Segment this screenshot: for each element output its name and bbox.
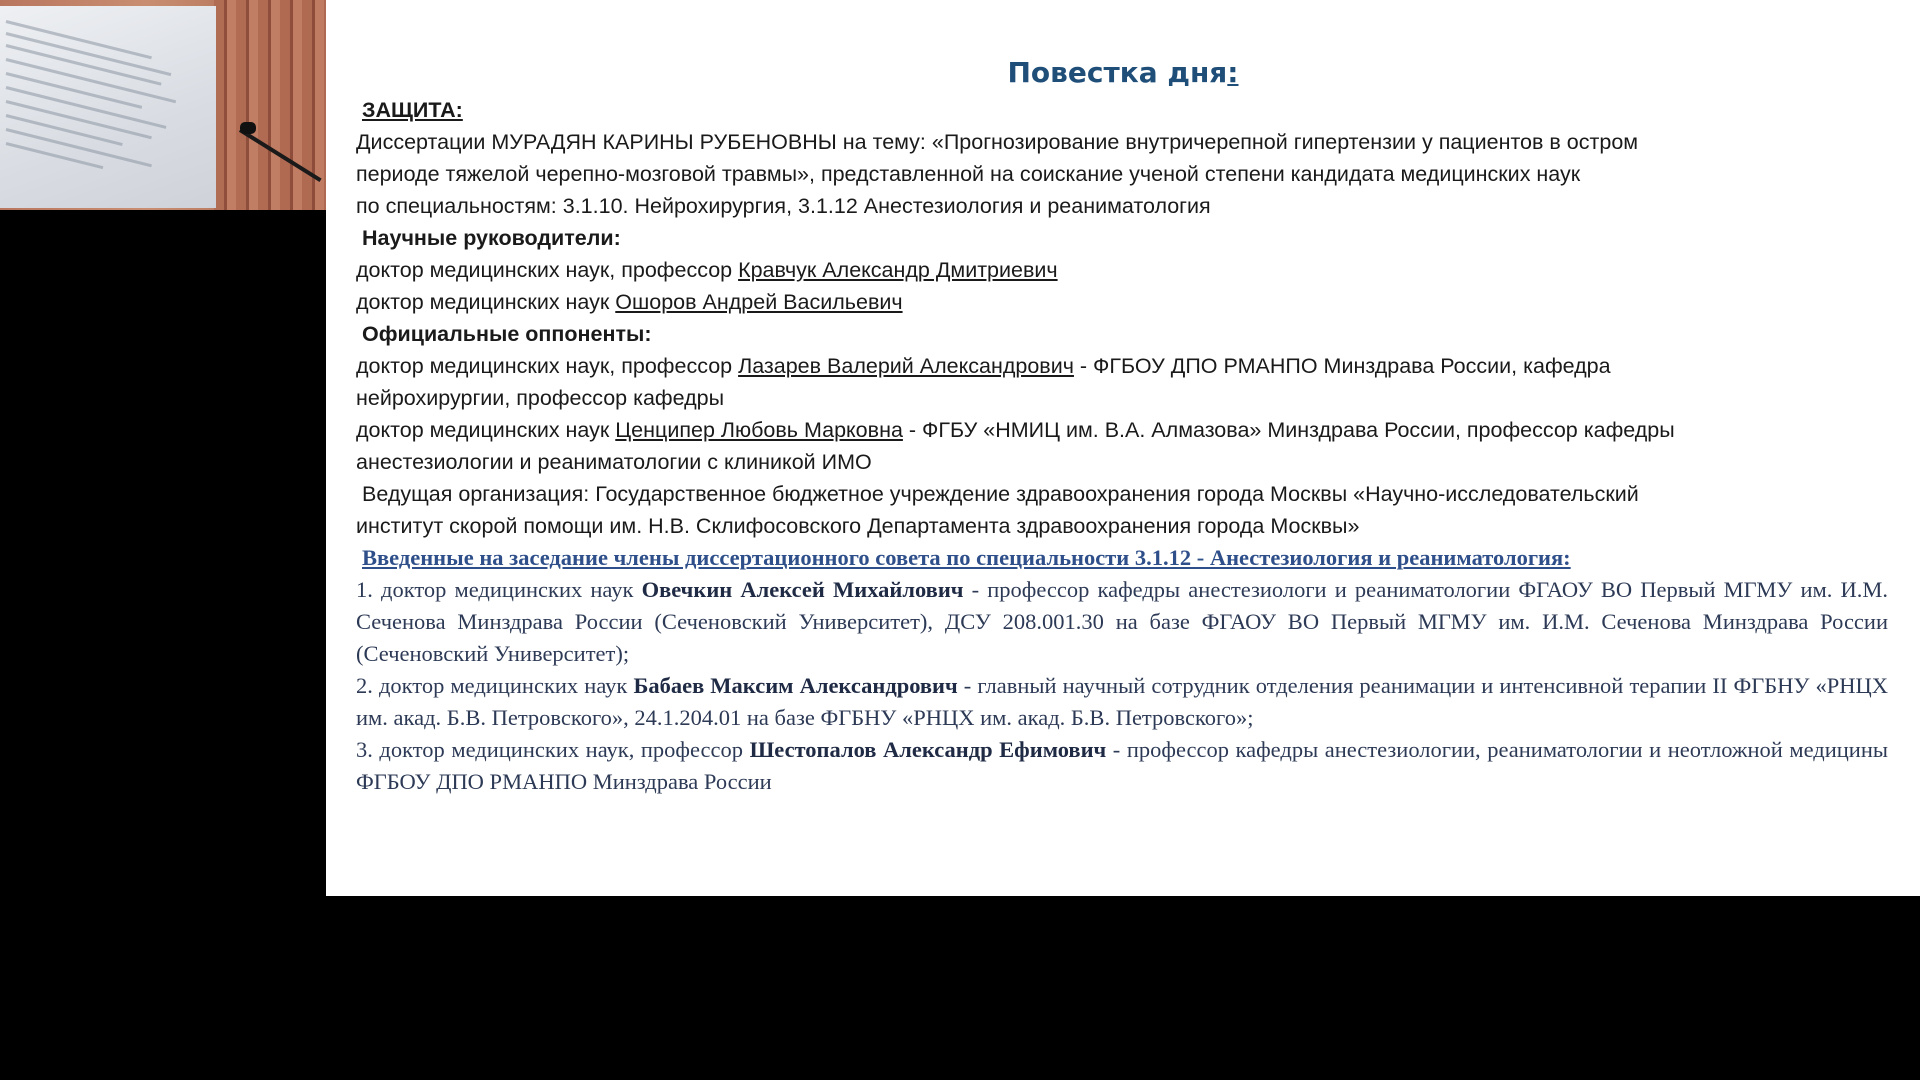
presentation-slide [326, 0, 1920, 896]
opponent-1: доктор медицинских наук, профессор Лазарев Валерий Александрович - ФГБОУ ДПО РМАНПО Минздрава России, кафедра [356, 354, 1611, 378]
opponent-2-line-2: анестезиологии и реаниматологии с клиникой ИМО [356, 450, 872, 474]
opponent-name: Лазарев Валерий Александрович [738, 354, 1074, 378]
defense-heading: ЗАЩИТА: [362, 98, 463, 122]
member-name: Овечкин Алексей Михайлович [641, 577, 964, 602]
microphone-icon [240, 122, 256, 134]
council-member-1: 1. доктор медицинских наук Овечкин Алексей Михайлович - профессор кафедры анестезиологи и реаниматологии ФГАОУ ВО Первый МГМУ им. И.М. Сеченова Минздрава России (Сеченовский Университет), ДСУ 208.001.30 на базе ФГАОУ ВО Первый МГМУ им. И.М. Сеченова Минздрава России (Сеченовский Университет); [356, 577, 1888, 666]
camera-inset [0, 0, 326, 210]
supervisor-name: Ошоров Андрей Васильевич [615, 290, 903, 314]
lead-organization-line-1: Ведущая организация: Государственное бюджетное учреждение здравоохранения города Москвы «Научно-исследовательский [362, 482, 1639, 506]
council-member-2: 2. доктор медицинских наук Бабаев Максим Александрович - главный научный сотрудник отделения реанимации и интенсивной терапии II ФГБНУ «РНЦХ им. акад. Б.В. Петровского», 24.1.204.01 на базе ФГБНУ «РНЦХ им. акад. Б.В. Петровского»; [356, 673, 1888, 730]
projection-screen [0, 6, 216, 208]
supervisor-name: Кравчук Александр Дмитриевич [738, 258, 1058, 282]
supervisor-2: доктор медицинских наук Ошоров Андрей Васильевич [356, 290, 903, 314]
wall-panel [214, 0, 326, 210]
dissertation-line-1: Диссертации МУРАДЯН КАРИНЫ РУБЕНОВНЫ на тему: «Прогнозирование внутричерепной гипертензии у пациентов в остром [356, 130, 1639, 154]
slide-content [356, 94, 1888, 798]
opponents-heading: Официальные оппоненты: [362, 322, 652, 346]
opponent-2: доктор медицинских наук Ценципер Любовь Марковна - ФГБУ «НМИЦ им. В.А. Алмазова» Минздрава России, профессор кафедры [356, 418, 1675, 442]
dissertation-line-3: по специальностям: 3.1.10. Нейрохирургия, 3.1.12 Анестезиология и реаниматология [356, 194, 1211, 218]
opponent-name: Ценципер Любовь Марковна [615, 418, 903, 442]
opponent-1-line-2: нейрохирургии, профессор кафедры [356, 386, 725, 410]
lead-organization-line-2: институт скорой помощи им. Н.В. Склифосовского Департамента здравоохранения города Москвы» [356, 514, 1360, 538]
member-name: Шестопалов Александр Ефимович [749, 737, 1107, 762]
member-name: Бабаев Максим Александрович [633, 673, 958, 698]
supervisor-1: доктор медицинских наук, профессор Кравчук Александр Дмитриевич [356, 258, 1058, 282]
council-member-3: 3. доктор медицинских наук, профессор Шестопалов Александр Ефимович - профессор кафедры анестезиологии, реаниматологии и неотложной медицины ФГБОУ ДПО РМАНПО Минздрава России [356, 737, 1888, 794]
introduced-members-heading: Введенные на заседание члены диссертационного совета по специальности 3.1.12 - Анестезиология и реаниматология: [362, 545, 1571, 570]
slide-title: Повестка дня: [1007, 56, 1239, 89]
dissertation-line-2: периоде тяжелой черепно-мозговой травмы», представленной на соискание ученой степени кандидата медицинских наук [356, 162, 1581, 186]
supervisors-heading: Научные руководители: [362, 226, 621, 250]
